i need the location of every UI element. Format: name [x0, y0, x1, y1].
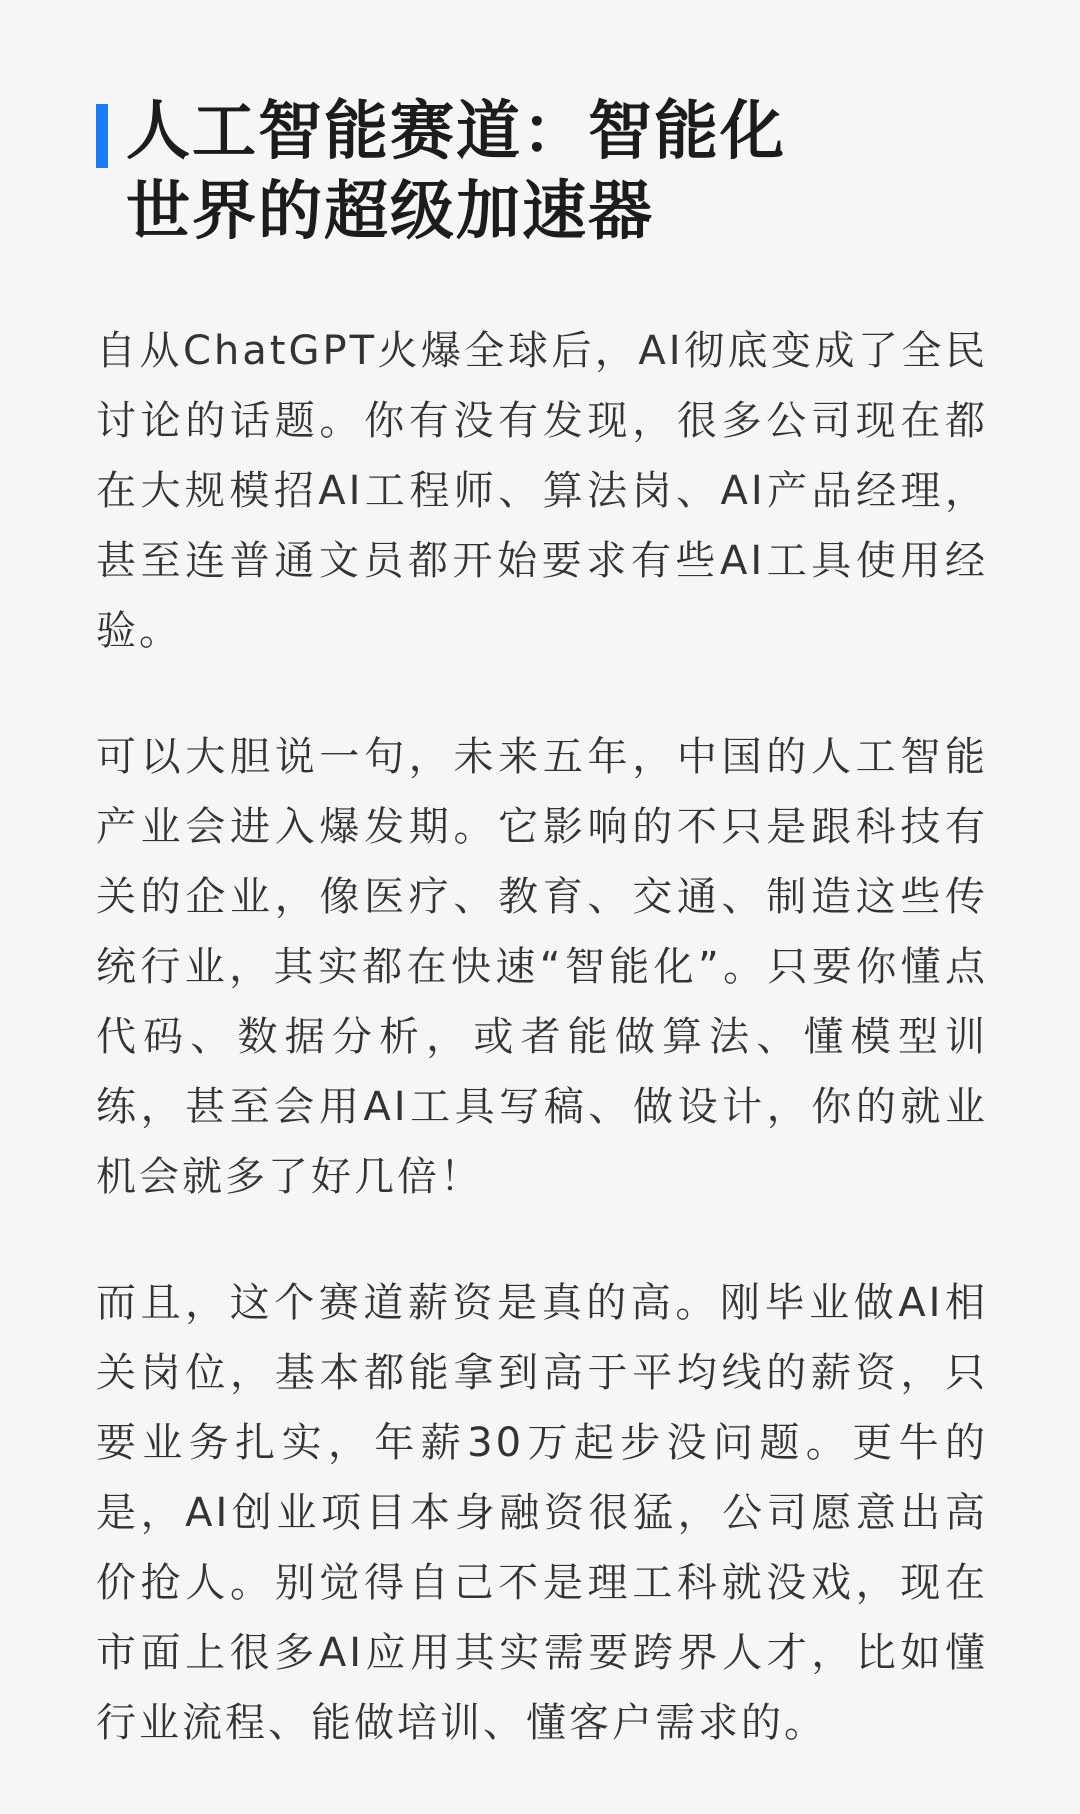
paragraph-1: 自从ChatGPT火爆全球后，AI彻底变成了全民讨论的话题。你有没有发现，很多公司现在都在大规模招AI工程师、算法岗、AI产品经理，甚至连普通文员都开始要求有些AI工具使用经验。	[96, 328, 988, 654]
page-title	[126, 92, 988, 252]
article	[96, 92, 988, 1814]
title-line-2: 世界的超级加速器	[126, 175, 654, 249]
title-accent-bar	[96, 104, 108, 168]
paragraph-2: 可以大胆说一句，未来五年，中国的人工智能产业会进入爆发期。它影响的不只是跟科技有关的企业，像医疗、教育、交通、制造这些传统行业，其实都在快速“智能化”。只要你懂点代码、数据分析，或者能做算法、懂模型训练，甚至会用AI工具写稿、做设计，你的就业机会就多了好几倍！	[96, 734, 988, 1200]
paragraph-3: 而且，这个赛道薪资是真的高。刚毕业做AI相关岗位，基本都能拿到高于平均线的薪资，只要业务扎实，年薪30万起步没问题。更牛的是，AI创业项目本身融资很猛，公司愿意出高价抢人。别觉得自己不是理工科就没戏，现在市面上很多AI应用其实需要跨界人才，比如懂行业流程、能做培训、懂客户需求的。	[96, 1280, 988, 1746]
title-line-1: 人工智能赛道：智能化	[126, 95, 786, 169]
title-block	[96, 92, 988, 252]
